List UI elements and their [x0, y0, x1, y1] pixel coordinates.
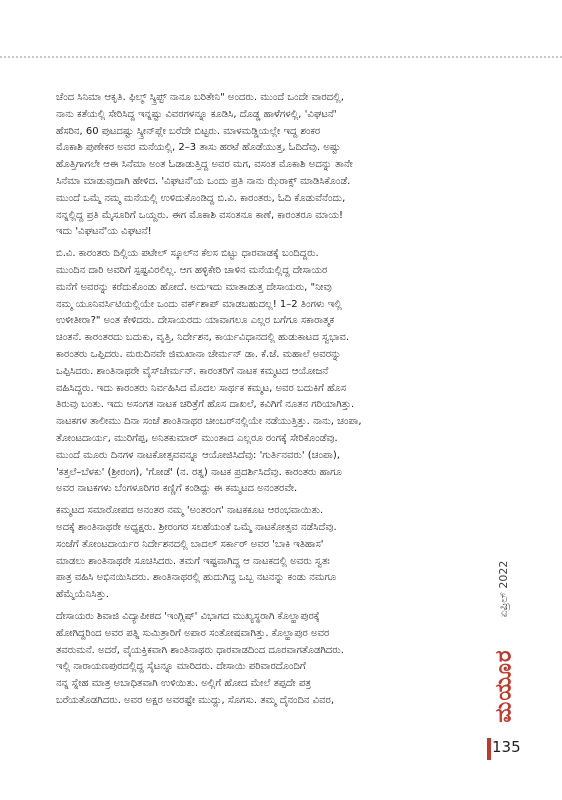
- text-line: ಪಾತ್ರ ವಹಿಸಿ ಅಭಿನಯಿಸಿದರು. ಶಾಂತಿನಾಥರಲ್ಲಿ ಹುದುಗಿದ್ದ ಒಬ್ಬ ನಟನನ್ನು ಕಂಡು ನಮಗೂ: [56, 572, 337, 584]
- text-line: ಹೆಸರಿನ, 60 ಪುಟದಷ್ಟು ಸ್ಕ್ರೀನ್‌ಪ್ಲೇ ಬರೆದೇ ಬಿಟ್ಟರು. ಮಾಳಮಡ್ಡಿಯಲ್ಲೇ ಇದ್ದ ಶಂಕರ: [56, 125, 321, 137]
- text-line: ಮೊಕಾಶಿ ಪುಣೇಕರ ಅವರ ಮನೆಯಲ್ಲಿ, 2–3 ತಾಸು ಹರಟೆ ಹೊಡೆಯುತ್ತ, ಓದಿದೆವು. ಅಷ್ಟು: [56, 142, 341, 154]
- text-line: ಇದು 'ವಿಘಟನೆ'ಯ ವಿಘಟನೆ!: [56, 226, 152, 238]
- page-number-accent-bar: [487, 738, 491, 760]
- text-line: ಮುಂದೆ ಮೂರು ದಿನಗಳ ನಾಟಕೋತ್ಸವವನ್ನೂ ಆಯೋಜಿಸಿದೆವು: 'ಗುರ್ತಿನವರು' (ಚಂಪಾ),: [56, 449, 340, 461]
- text-line: ನಾಟಕಗಳ ತಾಲೀಮು ದಿನಾ ಸಂಜೆ ಶಾಂತಿನಾಥರ ಚೀಂಬರ್‌ನಲ್ಲಿಯೇ ನಡೆಯುತ್ತಿತ್ತು. ನಾನು, ಚಂಪಾ,: [56, 416, 362, 428]
- text-line: ಕಮ್ಮಟದ ಸಮಾರೋಪದ ಅನಂತರ ನಮ್ಮ 'ಅಂತರಂಗ' ನಾಟಕಕೂಟ ಆರಂಭವಾಯಿತು.: [56, 505, 324, 517]
- text-line: ಕಾರಂತರು ಒಪ್ಪಿದರು. ಮರುದಿನವೇ ಜಿಮಖಾನಾ ಚೇರ್ಮನ್ ಡಾ. ಕೆ.ಜೆ. ಮಹಾಲೆ ಅವರನ್ನು: [56, 348, 342, 360]
- text-line: ತಿರುವು ಬಂತು. ಇದು ಅಸಂಗತ ನಾಟಕ ಚರಿತ್ರೆಗೆ ಹೊಸ ದಾಖಲೆ, ಕವಿಗಿಗೆ ನೂತನ ಗರಿಯಾಗಿತ್ತು.: [56, 399, 355, 411]
- magazine-brand-logo: [486, 640, 522, 732]
- paragraph: [56, 609, 476, 710]
- text-line: ಚಿಂತನೆ. ಕಾರಂತರದು ಬದುಕು, ವೃತ್ತಿ, ನಿರ್ದೇಶನ, ಕಾರ್ಯವಿಧಾನದಲ್ಲಿ ಹುಡುಕಾಟದ ಸ್ವಭಾವ.: [56, 332, 350, 344]
- text-line: ಹೆಮ್ಮೆಯೆನಿಸಿತ್ತು.: [56, 589, 110, 601]
- magazine-brand-text: ಮಯೂರ: [491, 649, 517, 723]
- text-line: ಹೋಗಿದ್ದರಿಂದ ಅವರ ಪತ್ನಿ ಸುಮಿತ್ರಾರಿಗೆ ಅಪಾರ ಸಂತೋಷವಾಗಿತ್ತು. ಕೊಲ್ಹಾಪುರ ಅವರ: [56, 627, 330, 639]
- text-line: ನನ್ನಲ್ಲಿದ್ದ ಪ್ರತಿ ಮೈಸೂರಿಗೆ ಒಯ್ದರು. ಈಗ ಮೊಕಾಶಿ ವಸಂತನೂ ಕಾಣೆ, ಕಾರಂತರೂ ಮಾಯ!: [56, 209, 344, 221]
- text-line: ಇಲ್ಲಿ ನಾರಾಯಣಪುರದಲ್ಲಿದ್ದ ಸೈಟನ್ನೂ ಮಾರಿದರು. ದೇಸಾಯಿ ಪರಿವಾರದೊಂದಿಗೆ: [56, 661, 306, 673]
- text-line: ಅವರ ನಾಟಕಗಳು ಬೆಂಗಳೂರಿಗರ ಕಣ್ಣಿಗೆ ಕಂಡಿದ್ದು ಈ ಕಮ್ಮಟದ ಅನಂತರವೇ.: [56, 483, 298, 495]
- paragraph: [56, 90, 476, 241]
- article-body: [56, 90, 476, 715]
- issue-date-label: ಏಪ್ರಿಲ್ 2022: [497, 560, 510, 618]
- text-line: ಅದಕ್ಕೆ ಶಾಂತಿನಾಥರೇ ಅಧ್ಯಕ್ಷರು. ಶ್ರೀರಂಗರ ಸಲಹೆಯಂತೆ ಒಮ್ಮೆ ನಾಟಕೋತ್ಸವ ನಡೆಸಿದೆವು.: [56, 521, 337, 533]
- text-line: ಮಾಡಲು ಶಾಂತಿನಾಥರೇ ಸೂಚಿಸಿದರು. ತಮಗೆ ಇಷ್ಟವಾಗಿದ್ದ ಆ ನಾಟಕದಲ್ಲಿ ಅವರು ಸ್ವತಃ: [56, 555, 330, 567]
- text-line: ಮುಂದಿನ ದಾರಿ ಅವರಿಗೆ ಸ್ಪಷ್ಟವಿರಲಿಲ್ಲ. ಆಗ ಹಳ್ಳಿಕೇರಿ ಚಾಳಿನ ಮನೆಯಲ್ಲಿದ್ದ ದೇಸಾಯರ: [56, 264, 328, 276]
- text-line: ಹೊತ್ತಿಗಾಗಲೇ ಆಈ ಸಿನೆಮಾ ಅಂತ ಓಡಾಡುತ್ತಿದ್ದ ಅವರ ಮಗ, ವಸಂತ ಮೊಕಾಶಿ ಅದನ್ನು ತಾನೇ: [56, 159, 353, 171]
- issue-date: [492, 548, 516, 630]
- text-line: ನನ್ನ ಸ್ನೇಹ ಮಾತ್ರ ಅಬಾಧಿತವಾಗಿ ಉಳಿಯಿತು. ಅಲ್ಲಿಗೆ ಹೋದ ಮೇಲೆ ತಪ್ಪದೇ ಪತ್ರ: [56, 678, 311, 690]
- text-line: ಬರೆಯತೊಡಗಿದರು. ಅವರ ಅಕ್ಷರ ಅವರಷ್ಟೇ ಮುದ್ದು, ಸೊಗಸು. ತಮ್ಮ ದೈನಂದಿನ ವಿವರ,: [56, 694, 335, 706]
- text-line: ತವರುಮನೆ. ಅದರೆ, ವೈಯಕ್ತಿಕವಾಗಿ ಶಾಂತಿನಾಥರು ಧಾರವಾಡದಿಂದ ದೂರವಾಗತೊಡಗಿದರು.: [56, 644, 344, 656]
- text-line: ಒಪ್ಪಿಸಿದರು. ಶಾಂತಿನಾಥರೇ ವೈಸ್‌ಚೇರ್ಮನ್. ಕಾರಂತರಿಗೆ ನಾಟಕ ಕಮ್ಮಟದ ಆಯೋಜನೆ: [56, 365, 329, 377]
- text-line: ಮುಂದೆ ಒಮ್ಮೆ ನಮ್ಮ ಮನೆಯಲ್ಲಿ ಉಳಿದುಕೊಂಡಿದ್ದ ಬಿ.ವಿ. ಕಾರಂತರು, ಓದಿ ಕೊಡುವೆನೆಂದು,: [56, 192, 346, 204]
- text-line: ಬಿ.ವಿ. ಕಾರಂತರು ದಿಲ್ಲಿಯ ಪಟೇಲ್ ಸ್ಕೂಲ್‌ನ ಕೆಲಸ ಬಿಟ್ಟು ಧಾರವಾಡಕ್ಕೆ ಬಂದಿದ್ದರು.: [56, 248, 319, 260]
- text-line: ನಮ್ಮ ಯೂನಿವರ್ಸಿಟಿಯಲ್ಲಿಯೇ ಒಂದು ವರ್ಕ್‌ಶಾಪ್ ಮಾಡಬಹುದಲ್ಲ! 1–2 ತಿಂಗಳು ಇಲ್ಲಿ: [56, 298, 342, 310]
- text-line: ಉಳೀತೀರಾ?" ಅಂತ ಕೇಳಿದರು. ದೇಸಾಯರದು ಯಾವಾಗಲೂ ಎಲ್ಲರ ಬಗೆಗೂ ಸಕಾರಾತ್ಮಕ: [56, 315, 335, 327]
- text-line: ಸಂಜೆಗೆ ತೋಂಟದಾರ್ಯರ ನಿರ್ದೇಶನದಲ್ಲಿ ಬಾದಲ್ ಸರ್ಕಾರ್ ಅವರ 'ಬಾಕಿ ಇತಿಹಾಸ': [56, 538, 324, 550]
- text-line: ವಹಿಸಿದ್ದರು. ಇದು ಕಾರಂತರು ನಿರ್ವಹಿಸಿದ ಮೊದಲ ಸಾರ್ಥಕ ಕಮ್ಮಟ, ಅವರ ಬದುಕಿಗೆ ಹೊಸ: [56, 382, 347, 394]
- paragraph: [56, 246, 476, 498]
- text-line: ಸಿನೆಮಾ ಮಾಡುವುದಾಗಿ ಹೇಳಿದ. 'ವಿಘಟನೆ'ಯ ಒಂದು ಪ್ರತಿ ನಾನು ಝೆರಾಕ್ಸ್ ಮಾಡಿಸಿಕೊಂಡೆ.: [56, 175, 351, 187]
- text-line: ಚೆಂದ ಸಿನಿಮಾ ಆಕೃತಿ. ಫಿಲ್ಮ್ ಸ್ಕ್ರಿಪ್ಟ್ ನಾನೂ ಬರಿತೇನಿ" ಅಂದರು. ಮುಂದೆ ಒಂದೇ ವಾರದಲ್ಲಿ,: [56, 92, 344, 103]
- text-line: ಮನೆಗೆ ಅವರನ್ನು ಕರೆದುಕೊಂಡು ಹೋದೆ. ಅದುಇದು ಮಾತಾಡುತ್ತ ದೇಸಾಯರು, "ನೀವು: [56, 281, 332, 293]
- text-line: 'ಕತ್ತಲೆ–ಬೆಳಕು' (ಶ್ರೀರಂಗ), 'ಗೋಡೆ' (ನ. ರತ್ನ) ನಾಟಕ ಪ್ರದರ್ಶಿಸಿದೆವು. ಕಾರಂತರು ಹಾಗೂ: [56, 466, 342, 478]
- paragraph: [56, 503, 476, 604]
- page-number: 135: [492, 738, 521, 756]
- text-line: ನಾನು ಕತೆಯಲ್ಲಿ ಸೇರಿಸಿದ್ದ ಇನ್ನಷ್ಟು ವಿವರಗಳನ್ನೂ ಕೂಡಿಸಿ, ದೊಡ್ಡ ಹಾಳೆಗಳಲ್ಲಿ, 'ವಿಘಟನೆ': [56, 108, 337, 120]
- text-line: ತೋಂಟದಾರ್ಯ, ಮುರಿಗೆಪ್ಪ, ಅನಿತಕುಮಾರ್ ಮುಂತಾದ ಎಲ್ಲರೂ ರಂಗಕ್ಕೆ ಸೇರಿಕೊಂಡೆವು.: [56, 432, 338, 444]
- top-dotted-divider: [0, 56, 562, 58]
- text-line: ದೇಸಾಯರು ಶಿವಾಜಿ ವಿದ್ಯಾಪೀಠದ 'ಇಂಗ್ಲಿಷ್' ವಿಭಾಗದ ಮುಖ್ಯಸ್ಥರಾಗಿ ಕೊಲ್ಹಾಪುರಕ್ಕೆ: [56, 610, 320, 622]
